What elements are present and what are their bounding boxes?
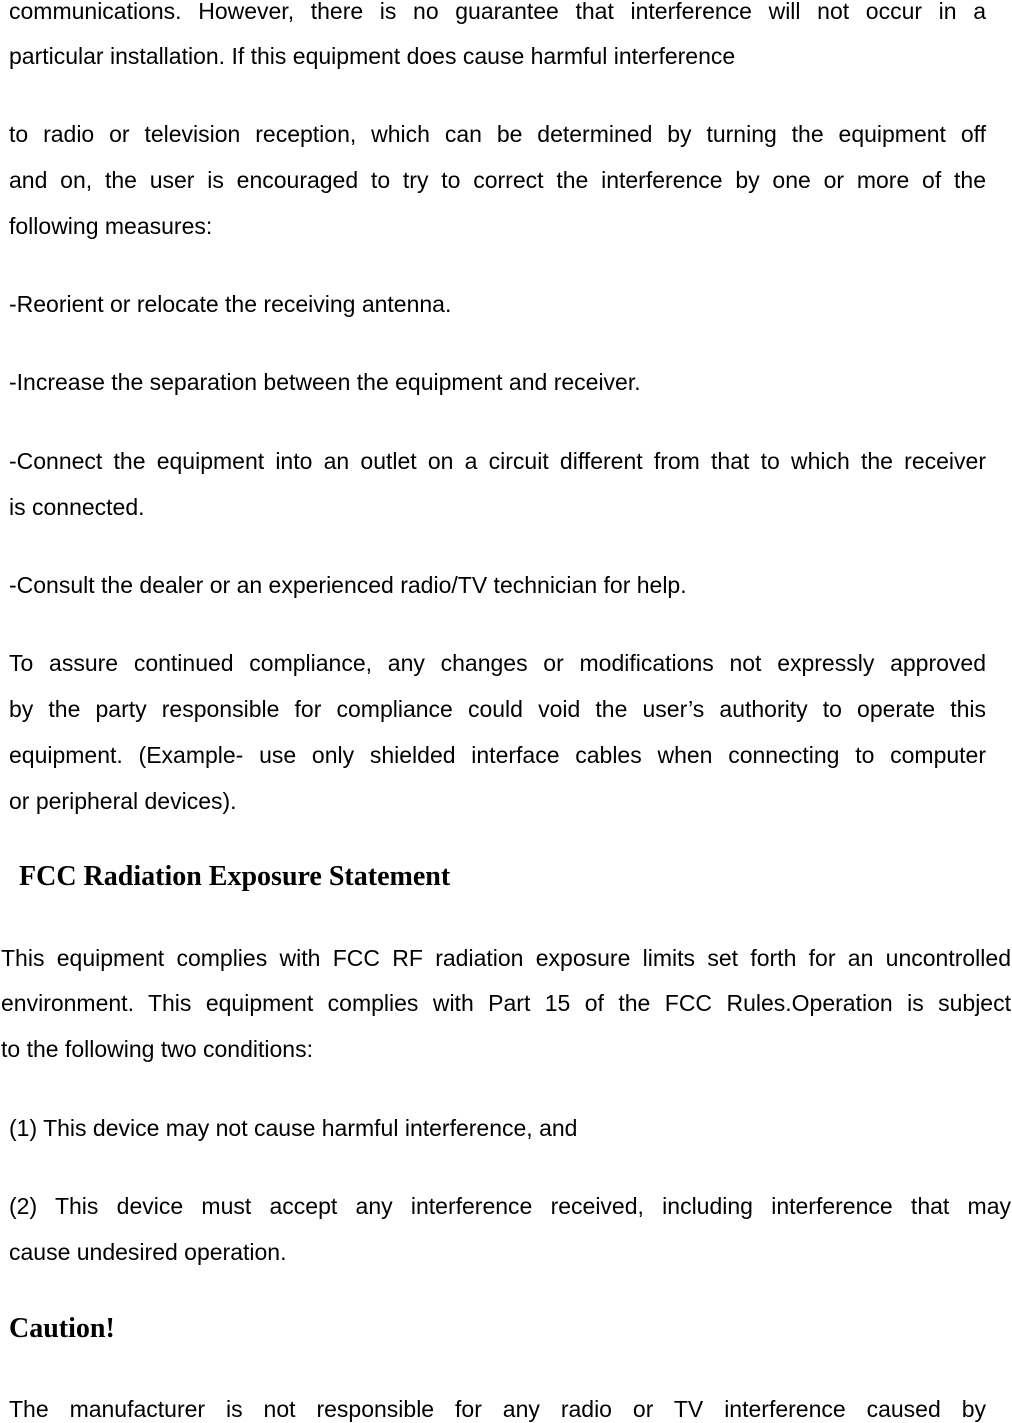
paragraph-line: particular installation. If this equipment does cause harmful interference xyxy=(9,43,736,69)
paragraph-line: The manufacturer is not responsible for any radio or TV interference caused by xyxy=(9,1396,986,1422)
caution-heading: Caution! xyxy=(9,1313,115,1344)
measure-item: -Connect the equipment into an outlet on a circuit different from that to which the receiver xyxy=(9,448,986,474)
paragraph-line: This equipment complies with FCC RF radiation exposure limits set forth for an uncontrolled xyxy=(1,945,1011,971)
paragraph-line: communications. However, there is no guarantee that interference will not occur in a xyxy=(9,0,986,24)
measure-item: -Consult the dealer or an experienced radio/TV technician for help. xyxy=(9,572,687,598)
measure-item: -Increase the separation between the equipment and receiver. xyxy=(9,369,641,395)
paragraph-line: following measures: xyxy=(9,213,213,239)
paragraph-line: or peripheral devices). xyxy=(9,788,237,814)
paragraph-line: to radio or television reception, which can be determined by turning the equipment off xyxy=(9,121,986,147)
paragraph-line: To assure continued compliance, any changes or modifications not expressly approved xyxy=(9,650,986,676)
measure-item: -Reorient or relocate the receiving antenna. xyxy=(9,291,452,317)
paragraph-line: environment. This equipment complies with Part 15 of the FCC Rules.Operation is subject xyxy=(1,990,1011,1016)
condition-item-continued: cause undesired operation. xyxy=(9,1239,287,1265)
paragraph-line: and on, the user is encouraged to try to correct the interference by one or more of the xyxy=(9,167,986,193)
measure-item-continued: is connected. xyxy=(9,494,145,520)
section-heading: FCC Radiation Exposure Statement xyxy=(19,861,451,892)
condition-item: (1) This device may not cause harmful interference, and xyxy=(9,1115,578,1141)
paragraph-line: by the party responsible for compliance could void the user’s authority to operate this xyxy=(9,696,986,722)
paragraph-line: to the following two conditions: xyxy=(1,1036,313,1062)
condition-item: (2) This device must accept any interference received, including interference that may xyxy=(9,1193,1011,1219)
paragraph-line: equipment. (Example- use only shielded interface cables when connecting to computer xyxy=(9,742,986,768)
